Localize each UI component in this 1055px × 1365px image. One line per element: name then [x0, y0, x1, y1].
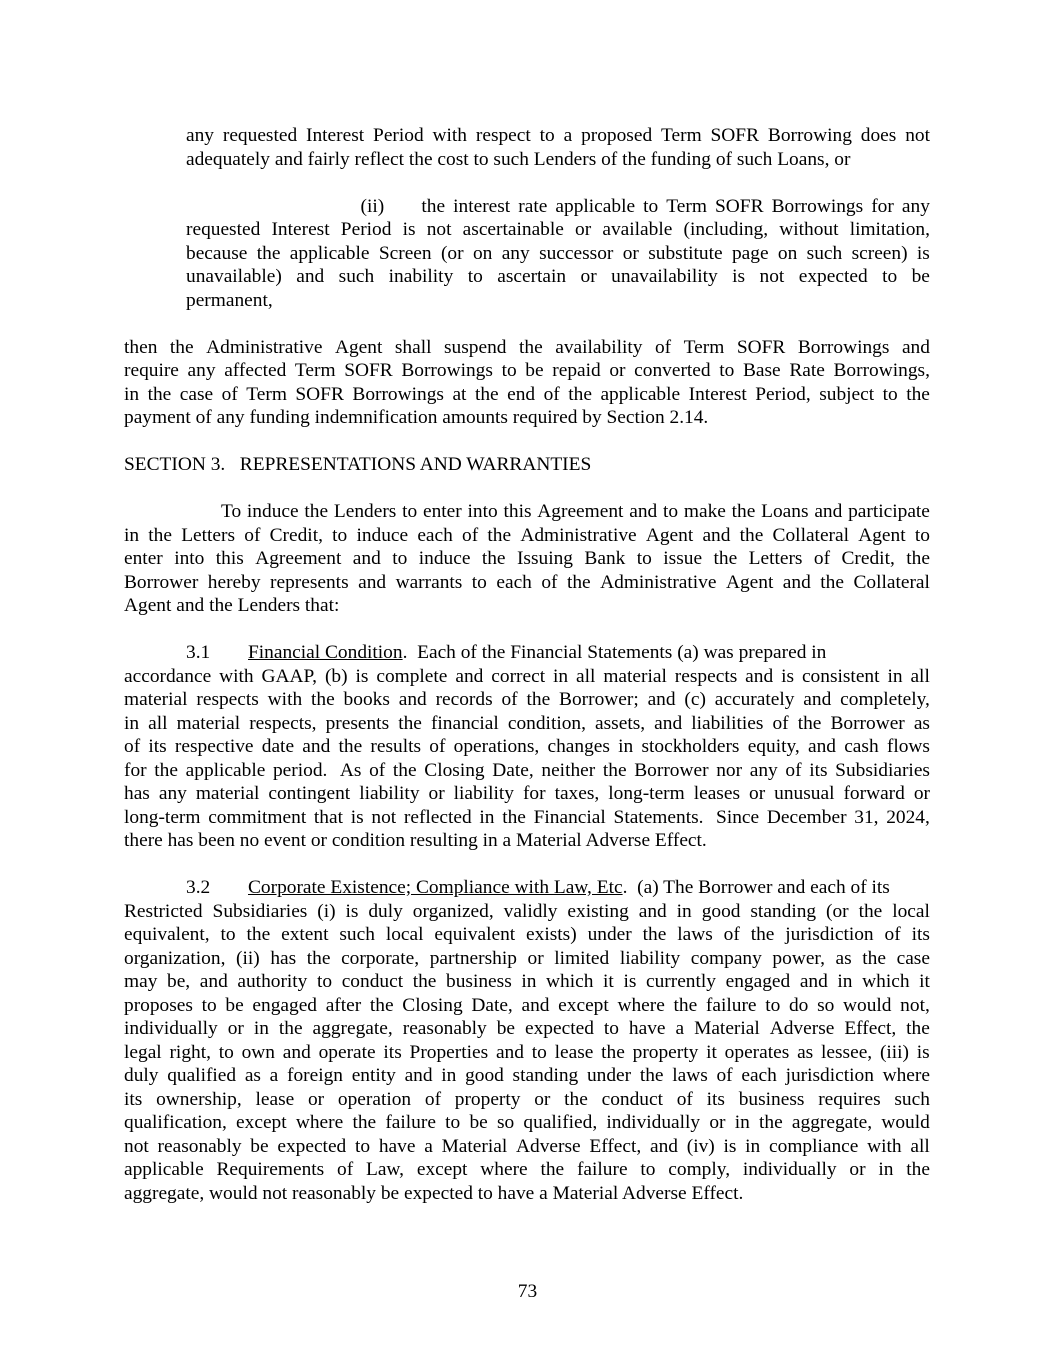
section-number: 3.2 — [186, 877, 211, 898]
paragraph — [124, 500, 930, 618]
text-line: for the applicable period. As of the Closing Date, neither the Borrower nor any of its Subsidiaries — [124, 759, 930, 781]
paragraph — [186, 195, 930, 313]
document-page — [124, 124, 930, 1229]
paragraph — [186, 124, 930, 171]
section-text: . (a) The Borrower and each of its — [622, 877, 890, 898]
text-line: legal right, to own and operate its Properties and to lease the property it operates as lessee, (iii) is — [124, 1041, 930, 1063]
section-title — [124, 453, 930, 477]
paragraph — [124, 336, 930, 430]
text-line: there has been no event or condition resulting in a Material Adverse Effect. — [124, 830, 707, 851]
text-line: qualification, except where the failure to be so qualified, individually or in the aggregate, would — [124, 1112, 930, 1133]
text-line: then the Administrative Agent shall suspend the availability of Term SOFR Borrowings and — [124, 336, 930, 358]
text-line: not reasonably be expected to have a Material Adverse Effect, and (iv) is in compliance with all — [124, 1135, 930, 1157]
section-3-2-first-line — [124, 876, 930, 900]
section-heading: Corporate Existence; Compliance with Law, Etc — [248, 877, 623, 898]
section-3-1-body — [124, 665, 930, 853]
text-line: material respects with the books and records of the Borrower; and (c) accurately and completely, — [124, 689, 930, 710]
text-line: To induce the Lenders to enter into this Agreement and to make the Loans and participate — [124, 501, 930, 522]
text-line: proposes to be engaged after the Closing Date, and except where the failure to do so would not, — [124, 994, 930, 1016]
text-line: permanent, — [186, 289, 273, 311]
text-line: may be, and authority to conduct the business in which it is currently engaged and in which it — [124, 971, 930, 992]
text-line: accordance with GAAP, (b) is complete and correct in all material respects and is consistent in all — [124, 665, 930, 687]
section-3-2-paragraph — [124, 876, 930, 1205]
text-line: Borrower hereby represents and warrants to each of the Administrative Agent and the Collateral — [124, 571, 930, 593]
section-text: . Each of the Financial Statements (a) was prepared in — [402, 642, 827, 663]
text-line: Restricted Subsidiaries (i) is duly organized, validly existing and in good standing (or the local — [124, 900, 930, 922]
text-line: (ii) the interest rate applicable to Term SOFR Borrowings for any — [186, 195, 930, 217]
text-line: require any affected Term SOFR Borrowings to be repaid or converted to Base Rate Borrowings, — [124, 360, 930, 381]
text-line: equivalent, to the extent such local equivalent exists) under the laws of the jurisdiction of its — [124, 924, 930, 945]
section-3-2-body — [124, 900, 930, 1206]
text-line: in the case of Term SOFR Borrowings at the end of the applicable Interest Period, subject to the — [124, 383, 930, 405]
section-3-1-paragraph — [124, 641, 930, 853]
text-line: has any material contingent liability or liability for taxes, long-term leases or unusual forward or — [124, 783, 930, 804]
text-line: duly qualified as a foreign entity and in good standing under the laws of each jurisdiction where — [124, 1065, 930, 1086]
text-line: payment of any funding indemnification amounts required by Section 2.14. — [124, 407, 709, 428]
text-line: requested Interest Period is not ascertainable or available (including, without limitation, — [186, 219, 930, 240]
section-3-1-first-line — [124, 641, 930, 665]
text-line: Agent and the Lenders that: — [124, 595, 340, 616]
section-number: 3.1 — [186, 642, 211, 663]
text-line: of its respective date and the results of operations, changes in stockholders equity, and cash flows — [124, 736, 930, 757]
text-line: in all material respects, presents the financial condition, assets, and liabilities of the Borrower as — [124, 712, 930, 734]
text-line: aggregate, would not reasonably be expected to have a Material Adverse Effect. — [124, 1182, 744, 1204]
text-line: its ownership, lease or operation of property or the conduct of its business requires such — [124, 1088, 930, 1110]
text-line: individually or in the aggregate, reasonably be expected to have a Material Adverse Effect, the — [124, 1018, 930, 1039]
text-line: applicable Requirements of Law, except where the failure to comply, individually or in the — [124, 1159, 930, 1180]
text-line: any requested Interest Period with respect to a proposed Term SOFR Borrowing does not — [186, 125, 930, 146]
text-line: because the applicable Screen (or on any successor or substitute page on such screen) is — [186, 242, 930, 264]
section-heading: Financial Condition — [248, 642, 403, 663]
text-line: adequately and fairly reflect the cost to such Lenders of the funding of such Loans, or — [186, 148, 851, 170]
text-line: long-term commitment that is not reflected in the Financial Statements. Since December 31, 2024, — [124, 806, 930, 828]
text-line: in the Letters of Credit, to induce each of the Administrative Agent and the Collateral Agent to — [124, 524, 930, 546]
text-line: enter into this Agreement and to induce the Issuing Bank to issue the Letters of Credit, the — [124, 548, 930, 569]
text-line: organization, (ii) has the corporate, partnership or limited liability company power, as the case — [124, 947, 930, 969]
intro-paragraphs — [124, 124, 930, 618]
text-line: unavailable) and such inability to ascertain or unavailability is not expected to be — [186, 266, 930, 287]
page-number: 73 — [517, 1281, 538, 1302]
text-line: SECTION 3. REPRESENTATIONS AND WARRANTIES — [124, 454, 592, 475]
